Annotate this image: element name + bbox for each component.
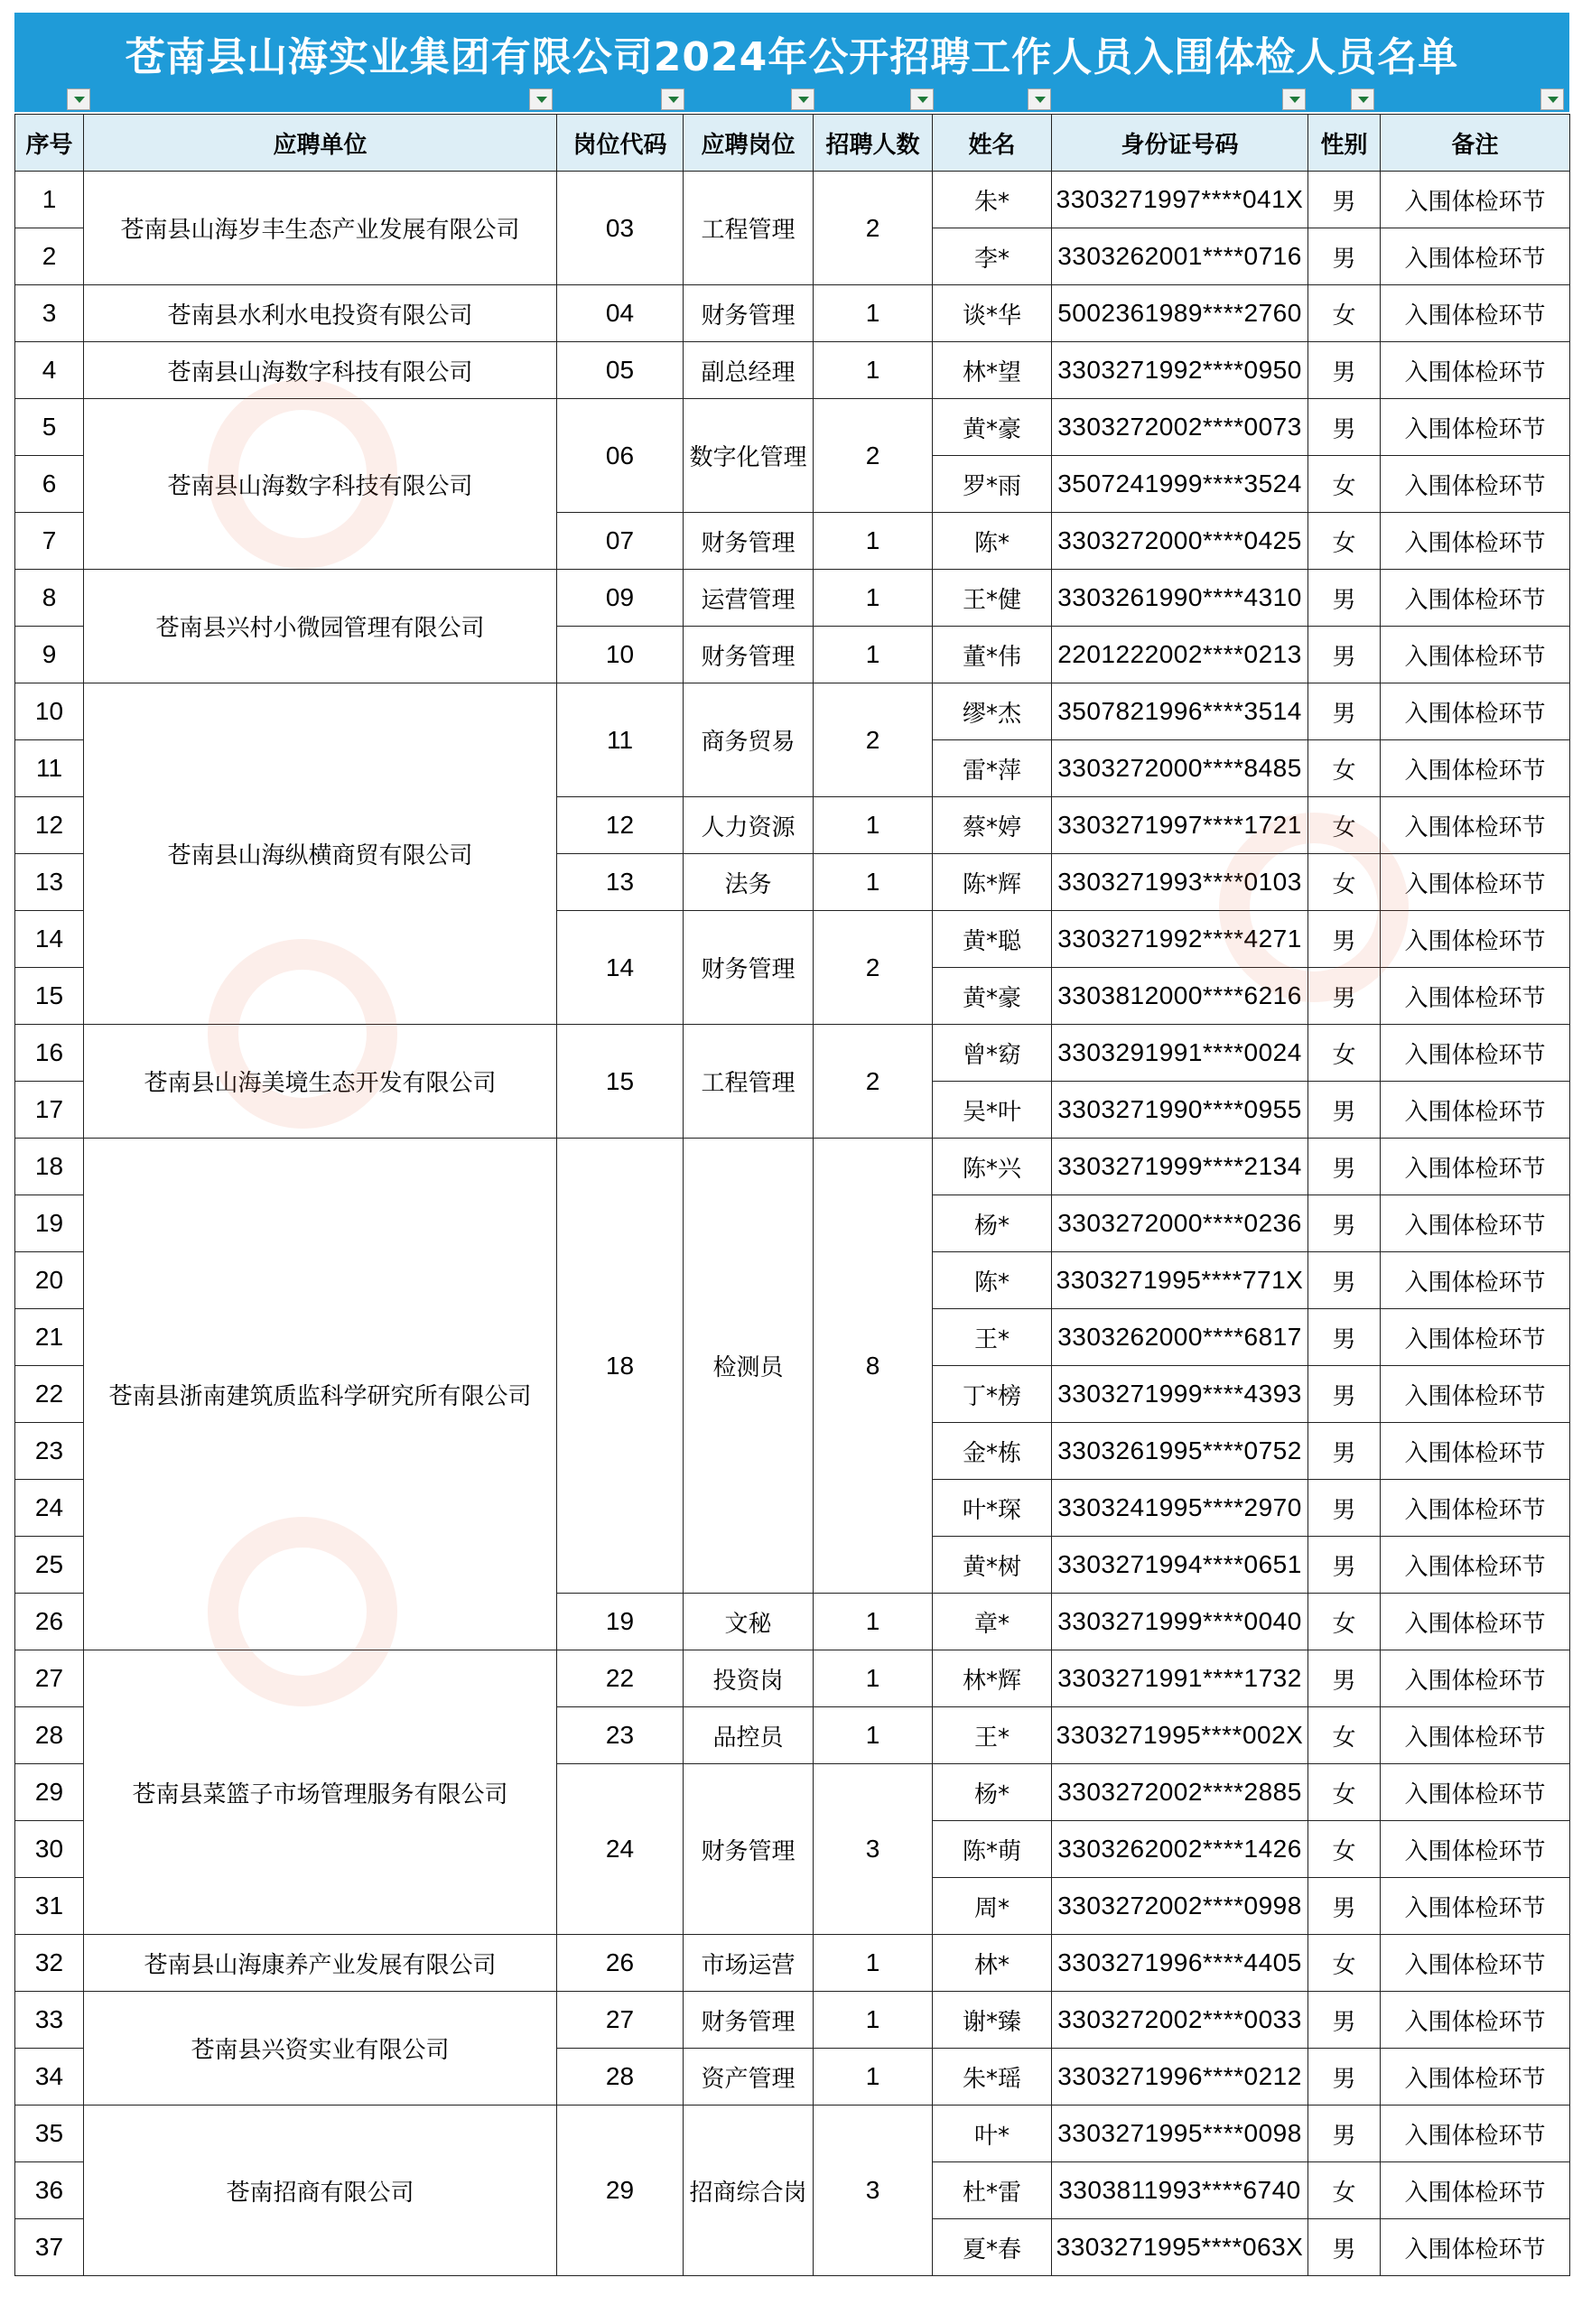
note-cell[interactable]: 入围体检环节 (1381, 228, 1570, 285)
id-number-cell[interactable]: 3303271997****041X (1052, 172, 1308, 228)
id-number-cell[interactable]: 3303261995****0752 (1052, 1423, 1308, 1480)
gender-cell[interactable]: 男 (1308, 1537, 1381, 1594)
quota-cell[interactable]: 1 (814, 342, 933, 399)
post-code-cell[interactable]: 18 (557, 1139, 684, 1594)
post-cell[interactable]: 人力资源 (684, 797, 814, 854)
company-cell[interactable]: 苍南县兴村小微园管理有限公司 (84, 570, 557, 683)
post-cell[interactable]: 财务管理 (684, 1764, 814, 1935)
gender-cell[interactable]: 男 (1308, 1423, 1381, 1480)
id-number-cell[interactable]: 3303271996****4405 (1052, 1935, 1308, 1992)
row-number[interactable]: 33 (15, 1992, 84, 2049)
name-cell[interactable]: 董*伟 (933, 627, 1052, 683)
note-cell[interactable]: 入围体检环节 (1381, 1650, 1570, 1707)
post-code-cell[interactable]: 10 (557, 627, 684, 683)
name-cell[interactable]: 丁*榜 (933, 1366, 1052, 1423)
gender-cell[interactable]: 男 (1308, 1139, 1381, 1195)
company-cell[interactable]: 苍南县山海纵横商贸有限公司 (84, 683, 557, 1025)
id-number-cell[interactable]: 3303241995****2970 (1052, 1480, 1308, 1537)
row-number[interactable]: 11 (15, 740, 84, 797)
name-cell[interactable]: 王* (933, 1707, 1052, 1764)
name-cell[interactable]: 金*栋 (933, 1423, 1052, 1480)
row-number[interactable]: 37 (15, 2219, 84, 2276)
gender-cell[interactable]: 男 (1308, 627, 1381, 683)
post-cell[interactable]: 投资岗 (684, 1650, 814, 1707)
post-code-cell[interactable]: 28 (557, 2049, 684, 2106)
header-count[interactable]: 招聘人数 (814, 115, 933, 172)
note-cell[interactable]: 入围体检环节 (1381, 1082, 1570, 1139)
quota-cell[interactable]: 1 (814, 285, 933, 342)
note-cell[interactable]: 入围体检环节 (1381, 285, 1570, 342)
id-number-cell[interactable]: 3507821996****3514 (1052, 683, 1308, 740)
header-no[interactable]: 序号 (15, 115, 84, 172)
filter-dropdown-icon[interactable] (791, 88, 814, 110)
table-row (15, 1650, 1570, 1707)
note-cell[interactable]: 入围体检环节 (1381, 740, 1570, 797)
post-cell[interactable]: 法务 (684, 854, 814, 911)
name-cell[interactable]: 林*望 (933, 342, 1052, 399)
name-cell[interactable]: 蔡*婷 (933, 797, 1052, 854)
post-cell[interactable]: 招商综合岗 (684, 2106, 814, 2276)
filter-dropdown-icon[interactable] (661, 88, 684, 110)
note-cell[interactable]: 入围体检环节 (1381, 968, 1570, 1025)
row-number[interactable]: 31 (15, 1878, 84, 1935)
note-cell[interactable]: 入围体检环节 (1381, 2106, 1570, 2162)
company-cell[interactable]: 苍南县山海康养产业发展有限公司 (84, 1935, 557, 1992)
name-cell[interactable]: 陈* (933, 513, 1052, 570)
header-sex[interactable]: 性别 (1308, 115, 1381, 172)
name-cell[interactable]: 黄*豪 (933, 399, 1052, 456)
note-cell[interactable]: 入围体检环节 (1381, 854, 1570, 911)
post-code-cell[interactable]: 19 (557, 1594, 684, 1650)
name-cell[interactable]: 杜*雷 (933, 2162, 1052, 2219)
post-cell[interactable]: 财务管理 (684, 285, 814, 342)
name-cell[interactable]: 林*辉 (933, 1650, 1052, 1707)
name-cell[interactable]: 雷*萍 (933, 740, 1052, 797)
note-cell[interactable]: 入围体检环节 (1381, 570, 1570, 627)
id-number-cell[interactable]: 3303262001****0716 (1052, 228, 1308, 285)
post-code-cell[interactable]: 13 (557, 854, 684, 911)
row-number[interactable]: 27 (15, 1650, 84, 1707)
name-cell[interactable]: 陈*萌 (933, 1821, 1052, 1878)
name-cell[interactable]: 曾*窈 (933, 1025, 1052, 1082)
id-number-cell[interactable]: 3303271990****0955 (1052, 1082, 1308, 1139)
quota-cell[interactable]: 3 (814, 2106, 933, 2276)
gender-cell[interactable]: 男 (1308, 911, 1381, 968)
post-cell[interactable]: 商务贸易 (684, 683, 814, 797)
name-cell[interactable]: 陈*兴 (933, 1139, 1052, 1195)
quota-cell[interactable]: 1 (814, 627, 933, 683)
id-number-cell[interactable]: 3303271996****0212 (1052, 2049, 1308, 2106)
row-number[interactable]: 35 (15, 2106, 84, 2162)
id-number-cell[interactable]: 3303262000****6817 (1052, 1309, 1308, 1366)
row-number[interactable]: 26 (15, 1594, 84, 1650)
gender-cell[interactable]: 男 (1308, 2219, 1381, 2276)
company-cell[interactable]: 苍南县兴资实业有限公司 (84, 1992, 557, 2106)
table-row (15, 683, 1570, 740)
gender-cell[interactable]: 男 (1308, 228, 1381, 285)
note-cell[interactable]: 入围体检环节 (1381, 1935, 1570, 1992)
note-cell[interactable]: 入围体检环节 (1381, 1707, 1570, 1764)
table-row (15, 172, 1570, 228)
quota-cell[interactable]: 2 (814, 911, 933, 1025)
post-code-cell[interactable]: 29 (557, 2106, 684, 2276)
row-number[interactable]: 4 (15, 342, 84, 399)
id-number-cell[interactable]: 3303271993****0103 (1052, 854, 1308, 911)
id-number-cell[interactable]: 3303271991****1732 (1052, 1650, 1308, 1707)
header-id[interactable]: 身份证号码 (1052, 115, 1308, 172)
quota-cell[interactable]: 1 (814, 797, 933, 854)
gender-cell[interactable]: 女 (1308, 1821, 1381, 1878)
row-number[interactable]: 22 (15, 1366, 84, 1423)
company-cell[interactable]: 苍南县山海数字科技有限公司 (84, 342, 557, 399)
row-number[interactable]: 29 (15, 1764, 84, 1821)
post-cell[interactable]: 财务管理 (684, 1992, 814, 2049)
name-cell[interactable]: 缪*杰 (933, 683, 1052, 740)
name-cell[interactable]: 林* (933, 1935, 1052, 1992)
quota-cell[interactable]: 1 (814, 513, 933, 570)
name-cell[interactable]: 杨* (933, 1764, 1052, 1821)
gender-cell[interactable]: 女 (1308, 1764, 1381, 1821)
row-number[interactable]: 36 (15, 2162, 84, 2219)
post-code-cell[interactable]: 05 (557, 342, 684, 399)
row-number[interactable]: 9 (15, 627, 84, 683)
post-cell[interactable]: 财务管理 (684, 627, 814, 683)
filter-dropdown-icon[interactable] (529, 88, 553, 110)
filter-dropdown-icon[interactable] (67, 88, 90, 110)
gender-cell[interactable]: 女 (1308, 456, 1381, 513)
note-cell[interactable]: 入围体检环节 (1381, 1195, 1570, 1252)
id-number-cell[interactable]: 3303272002****2885 (1052, 1764, 1308, 1821)
filter-dropdown-icon[interactable] (1351, 88, 1374, 110)
gender-cell[interactable]: 女 (1308, 854, 1381, 911)
id-number-cell[interactable]: 3303272000****8485 (1052, 740, 1308, 797)
name-cell[interactable]: 叶* (933, 2106, 1052, 2162)
note-cell[interactable]: 入围体检环节 (1381, 2162, 1570, 2219)
quota-cell[interactable]: 8 (814, 1139, 933, 1594)
quota-cell[interactable]: 1 (814, 2049, 933, 2106)
note-cell[interactable]: 入围体检环节 (1381, 1139, 1570, 1195)
company-cell[interactable]: 苍南县山海岁丰生态产业发展有限公司 (84, 172, 557, 285)
id-number-cell[interactable]: 3303272002****0073 (1052, 399, 1308, 456)
post-code-cell[interactable]: 22 (557, 1650, 684, 1707)
company-cell[interactable]: 苍南县水利水电投资有限公司 (84, 285, 557, 342)
gender-cell[interactable]: 男 (1308, 1195, 1381, 1252)
row-number[interactable]: 30 (15, 1821, 84, 1878)
note-cell[interactable]: 入围体检环节 (1381, 1480, 1570, 1537)
name-cell[interactable]: 陈* (933, 1252, 1052, 1309)
filter-row (14, 87, 1569, 110)
note-cell[interactable]: 入围体检环节 (1381, 683, 1570, 740)
name-cell[interactable]: 李* (933, 228, 1052, 285)
id-number-cell[interactable]: 3507241999****3524 (1052, 456, 1308, 513)
gender-cell[interactable]: 男 (1308, 342, 1381, 399)
candidate-table (14, 114, 1570, 2276)
id-number-cell[interactable]: 3303271995****002X (1052, 1707, 1308, 1764)
id-number-cell[interactable]: 3303271999****0040 (1052, 1594, 1308, 1650)
name-cell[interactable]: 黄*树 (933, 1537, 1052, 1594)
header-code[interactable]: 岗位代码 (557, 115, 684, 172)
gender-cell[interactable]: 男 (1308, 683, 1381, 740)
company-cell[interactable]: 苍南县山海美境生态开发有限公司 (84, 1025, 557, 1139)
quota-cell[interactable]: 1 (814, 1992, 933, 2049)
table-row (15, 1025, 1570, 1082)
note-cell[interactable]: 入围体检环节 (1381, 1423, 1570, 1480)
filter-dropdown-icon[interactable] (1540, 88, 1564, 110)
row-number[interactable]: 24 (15, 1480, 84, 1537)
gender-cell[interactable]: 男 (1308, 1992, 1381, 2049)
id-number-cell[interactable]: 3303271995****063X (1052, 2219, 1308, 2276)
row-number[interactable]: 16 (15, 1025, 84, 1082)
id-number-cell[interactable]: 3303271999****2134 (1052, 1139, 1308, 1195)
id-number-cell[interactable]: 3303271995****0098 (1052, 2106, 1308, 2162)
note-cell[interactable]: 入围体检环节 (1381, 1309, 1570, 1366)
quota-cell[interactable]: 1 (814, 1594, 933, 1650)
post-code-cell[interactable]: 14 (557, 911, 684, 1025)
gender-cell[interactable]: 女 (1308, 1594, 1381, 1650)
header-note[interactable]: 备注 (1381, 115, 1570, 172)
row-number[interactable]: 12 (15, 797, 84, 854)
title-text: 苍南县山海实业集团有限公司2024年公开招聘工作人员入围体检人员名单 (125, 34, 1459, 80)
id-number-cell[interactable]: 3303262002****1426 (1052, 1821, 1308, 1878)
spreadsheet (14, 13, 1569, 2276)
post-cell[interactable]: 检测员 (684, 1139, 814, 1594)
header-name[interactable]: 姓名 (933, 115, 1052, 172)
post-code-cell[interactable]: 11 (557, 683, 684, 797)
gender-cell[interactable]: 女 (1308, 1707, 1381, 1764)
quota-cell[interactable]: 2 (814, 683, 933, 797)
note-cell[interactable]: 入围体检环节 (1381, 2219, 1570, 2276)
row-number[interactable]: 10 (15, 683, 84, 740)
gender-cell[interactable]: 男 (1308, 1309, 1381, 1366)
gender-cell[interactable]: 女 (1308, 2162, 1381, 2219)
row-number[interactable]: 15 (15, 968, 84, 1025)
name-cell[interactable]: 朱* (933, 172, 1052, 228)
note-cell[interactable]: 入围体检环节 (1381, 1992, 1570, 2049)
post-code-cell[interactable]: 07 (557, 513, 684, 570)
post-code-cell[interactable]: 26 (557, 1935, 684, 1992)
post-code-cell[interactable]: 27 (557, 1992, 684, 2049)
id-number-cell[interactable]: 3303261990****4310 (1052, 570, 1308, 627)
gender-cell[interactable]: 男 (1308, 1082, 1381, 1139)
gender-cell[interactable]: 男 (1308, 1252, 1381, 1309)
row-number[interactable]: 25 (15, 1537, 84, 1594)
post-cell[interactable]: 财务管理 (684, 513, 814, 570)
row-number[interactable]: 6 (15, 456, 84, 513)
id-number-cell[interactable]: 3303272002****0998 (1052, 1878, 1308, 1935)
gender-cell[interactable]: 女 (1308, 513, 1381, 570)
table-row (15, 570, 1570, 627)
table-row (15, 285, 1570, 342)
row-number[interactable]: 7 (15, 513, 84, 570)
name-cell[interactable]: 王*健 (933, 570, 1052, 627)
filter-dropdown-icon[interactable] (910, 88, 934, 110)
row-number[interactable]: 13 (15, 854, 84, 911)
note-cell[interactable]: 入围体检环节 (1381, 1025, 1570, 1082)
row-number[interactable]: 20 (15, 1252, 84, 1309)
note-cell[interactable]: 入围体检环节 (1381, 911, 1570, 968)
quota-cell[interactable]: 1 (814, 570, 933, 627)
gender-cell[interactable]: 男 (1308, 968, 1381, 1025)
quota-cell[interactable]: 1 (814, 1650, 933, 1707)
post-cell[interactable]: 副总经理 (684, 342, 814, 399)
row-number[interactable]: 5 (15, 399, 84, 456)
table-row (15, 1139, 1570, 1195)
post-code-cell[interactable]: 15 (557, 1025, 684, 1139)
name-cell[interactable]: 吴*叶 (933, 1082, 1052, 1139)
id-number-cell[interactable]: 3303271999****4393 (1052, 1366, 1308, 1423)
row-number[interactable]: 8 (15, 570, 84, 627)
header-unit[interactable]: 应聘单位 (84, 115, 557, 172)
filter-dropdown-icon[interactable] (1282, 88, 1306, 110)
gender-cell[interactable]: 女 (1308, 1935, 1381, 1992)
id-number-cell[interactable]: 2201222002****0213 (1052, 627, 1308, 683)
gender-cell[interactable]: 男 (1308, 1878, 1381, 1935)
id-number-cell[interactable]: 3303271995****771X (1052, 1252, 1308, 1309)
row-number[interactable]: 1 (15, 172, 84, 228)
name-cell[interactable]: 叶*琛 (933, 1480, 1052, 1537)
note-cell[interactable]: 入围体检环节 (1381, 172, 1570, 228)
id-number-cell[interactable]: 3303271994****0651 (1052, 1537, 1308, 1594)
table-row (15, 1992, 1570, 2049)
id-number-cell[interactable]: 3303811993****6740 (1052, 2162, 1308, 2219)
gender-cell[interactable]: 男 (1308, 2106, 1381, 2162)
row-number[interactable]: 2 (15, 228, 84, 285)
note-cell[interactable]: 入围体检环节 (1381, 1252, 1570, 1309)
company-cell[interactable]: 苍南招商有限公司 (84, 2106, 557, 2276)
name-cell[interactable]: 黄*聪 (933, 911, 1052, 968)
post-code-cell[interactable]: 24 (557, 1764, 684, 1935)
post-cell[interactable]: 运营管理 (684, 570, 814, 627)
id-number-cell[interactable]: 3303272002****0033 (1052, 1992, 1308, 2049)
post-cell[interactable]: 市场运营 (684, 1935, 814, 1992)
company-cell[interactable]: 苍南县菜篮子市场管理服务有限公司 (84, 1650, 557, 1935)
row-number[interactable]: 18 (15, 1139, 84, 1195)
note-cell[interactable]: 入围体检环节 (1381, 1366, 1570, 1423)
id-number-cell[interactable]: 3303291991****0024 (1052, 1025, 1308, 1082)
gender-cell[interactable]: 男 (1308, 2049, 1381, 2106)
name-cell[interactable]: 朱*瑶 (933, 2049, 1052, 2106)
id-number-cell[interactable]: 5002361989****2760 (1052, 285, 1308, 342)
id-number-cell[interactable]: 3303271992****4271 (1052, 911, 1308, 968)
row-number[interactable]: 19 (15, 1195, 84, 1252)
post-code-cell[interactable]: 09 (557, 570, 684, 627)
header-post[interactable]: 应聘岗位 (684, 115, 814, 172)
id-number-cell[interactable]: 3303271997****1721 (1052, 797, 1308, 854)
note-cell[interactable]: 入围体检环节 (1381, 1821, 1570, 1878)
table-row (15, 2106, 1570, 2162)
gender-cell[interactable]: 男 (1308, 570, 1381, 627)
note-cell[interactable]: 入围体检环节 (1381, 342, 1570, 399)
id-number-cell[interactable]: 3303272000****0236 (1052, 1195, 1308, 1252)
row-number[interactable]: 14 (15, 911, 84, 968)
post-code-cell[interactable]: 06 (557, 399, 684, 513)
post-code-cell[interactable]: 23 (557, 1707, 684, 1764)
quota-cell[interactable]: 1 (814, 1935, 933, 1992)
post-cell[interactable]: 工程管理 (684, 1025, 814, 1139)
post-cell[interactable]: 文秘 (684, 1594, 814, 1650)
row-number[interactable]: 28 (15, 1707, 84, 1764)
quota-cell[interactable]: 3 (814, 1764, 933, 1935)
post-cell[interactable]: 资产管理 (684, 2049, 814, 2106)
gender-cell[interactable]: 女 (1308, 797, 1381, 854)
name-cell[interactable]: 谢*臻 (933, 1992, 1052, 2049)
quota-cell[interactable]: 2 (814, 399, 933, 513)
quota-cell[interactable]: 2 (814, 172, 933, 285)
name-cell[interactable]: 陈*辉 (933, 854, 1052, 911)
row-number[interactable]: 23 (15, 1423, 84, 1480)
table-row (15, 399, 1570, 456)
name-cell[interactable]: 夏*春 (933, 2219, 1052, 2276)
id-number-cell[interactable]: 3303812000****6216 (1052, 968, 1308, 1025)
name-cell[interactable]: 章* (933, 1594, 1052, 1650)
post-code-cell[interactable]: 03 (557, 172, 684, 285)
header-row (15, 115, 1570, 172)
gender-cell[interactable]: 男 (1308, 1366, 1381, 1423)
name-cell[interactable]: 杨* (933, 1195, 1052, 1252)
post-cell[interactable]: 财务管理 (684, 911, 814, 1025)
note-cell[interactable]: 入围体检环节 (1381, 1594, 1570, 1650)
table-row (15, 1935, 1570, 1992)
note-cell[interactable]: 入围体检环节 (1381, 797, 1570, 854)
id-number-cell[interactable]: 3303271992****0950 (1052, 342, 1308, 399)
note-cell[interactable]: 入围体检环节 (1381, 627, 1570, 683)
post-cell[interactable]: 数字化管理 (684, 399, 814, 513)
name-cell[interactable]: 黄*豪 (933, 968, 1052, 1025)
name-cell[interactable]: 周* (933, 1878, 1052, 1935)
note-cell[interactable]: 入围体检环节 (1381, 513, 1570, 570)
gender-cell[interactable]: 女 (1308, 285, 1381, 342)
note-cell[interactable]: 入围体检环节 (1381, 399, 1570, 456)
note-cell[interactable]: 入围体检环节 (1381, 1878, 1570, 1935)
post-cell[interactable]: 品控员 (684, 1707, 814, 1764)
note-cell[interactable]: 入围体检环节 (1381, 456, 1570, 513)
row-number[interactable]: 21 (15, 1309, 84, 1366)
gender-cell[interactable]: 男 (1308, 1650, 1381, 1707)
gender-cell[interactable]: 男 (1308, 399, 1381, 456)
row-number[interactable]: 32 (15, 1935, 84, 1992)
gender-cell[interactable]: 男 (1308, 1480, 1381, 1537)
company-cell[interactable]: 苍南县山海数字科技有限公司 (84, 399, 557, 570)
name-cell[interactable]: 王* (933, 1309, 1052, 1366)
sheet-title (14, 13, 1569, 114)
id-number-cell[interactable]: 3303272000****0425 (1052, 513, 1308, 570)
table-row (15, 342, 1570, 399)
note-cell[interactable]: 入围体检环节 (1381, 1537, 1570, 1594)
gender-cell[interactable]: 男 (1308, 172, 1381, 228)
note-cell[interactable]: 入围体检环节 (1381, 2049, 1570, 2106)
filter-dropdown-icon[interactable] (1028, 88, 1051, 110)
name-cell[interactable]: 罗*雨 (933, 456, 1052, 513)
post-code-cell[interactable]: 12 (557, 797, 684, 854)
row-number[interactable]: 34 (15, 2049, 84, 2106)
quota-cell[interactable]: 2 (814, 1025, 933, 1139)
name-cell[interactable]: 谈*华 (933, 285, 1052, 342)
quota-cell[interactable]: 1 (814, 854, 933, 911)
gender-cell[interactable]: 女 (1308, 1025, 1381, 1082)
post-code-cell[interactable]: 04 (557, 285, 684, 342)
row-number[interactable]: 3 (15, 285, 84, 342)
note-cell[interactable]: 入围体检环节 (1381, 1764, 1570, 1821)
gender-cell[interactable]: 女 (1308, 740, 1381, 797)
post-cell[interactable]: 工程管理 (684, 172, 814, 285)
quota-cell[interactable]: 1 (814, 1707, 933, 1764)
row-number[interactable]: 17 (15, 1082, 84, 1139)
company-cell[interactable]: 苍南县浙南建筑质监科学研究所有限公司 (84, 1139, 557, 1650)
